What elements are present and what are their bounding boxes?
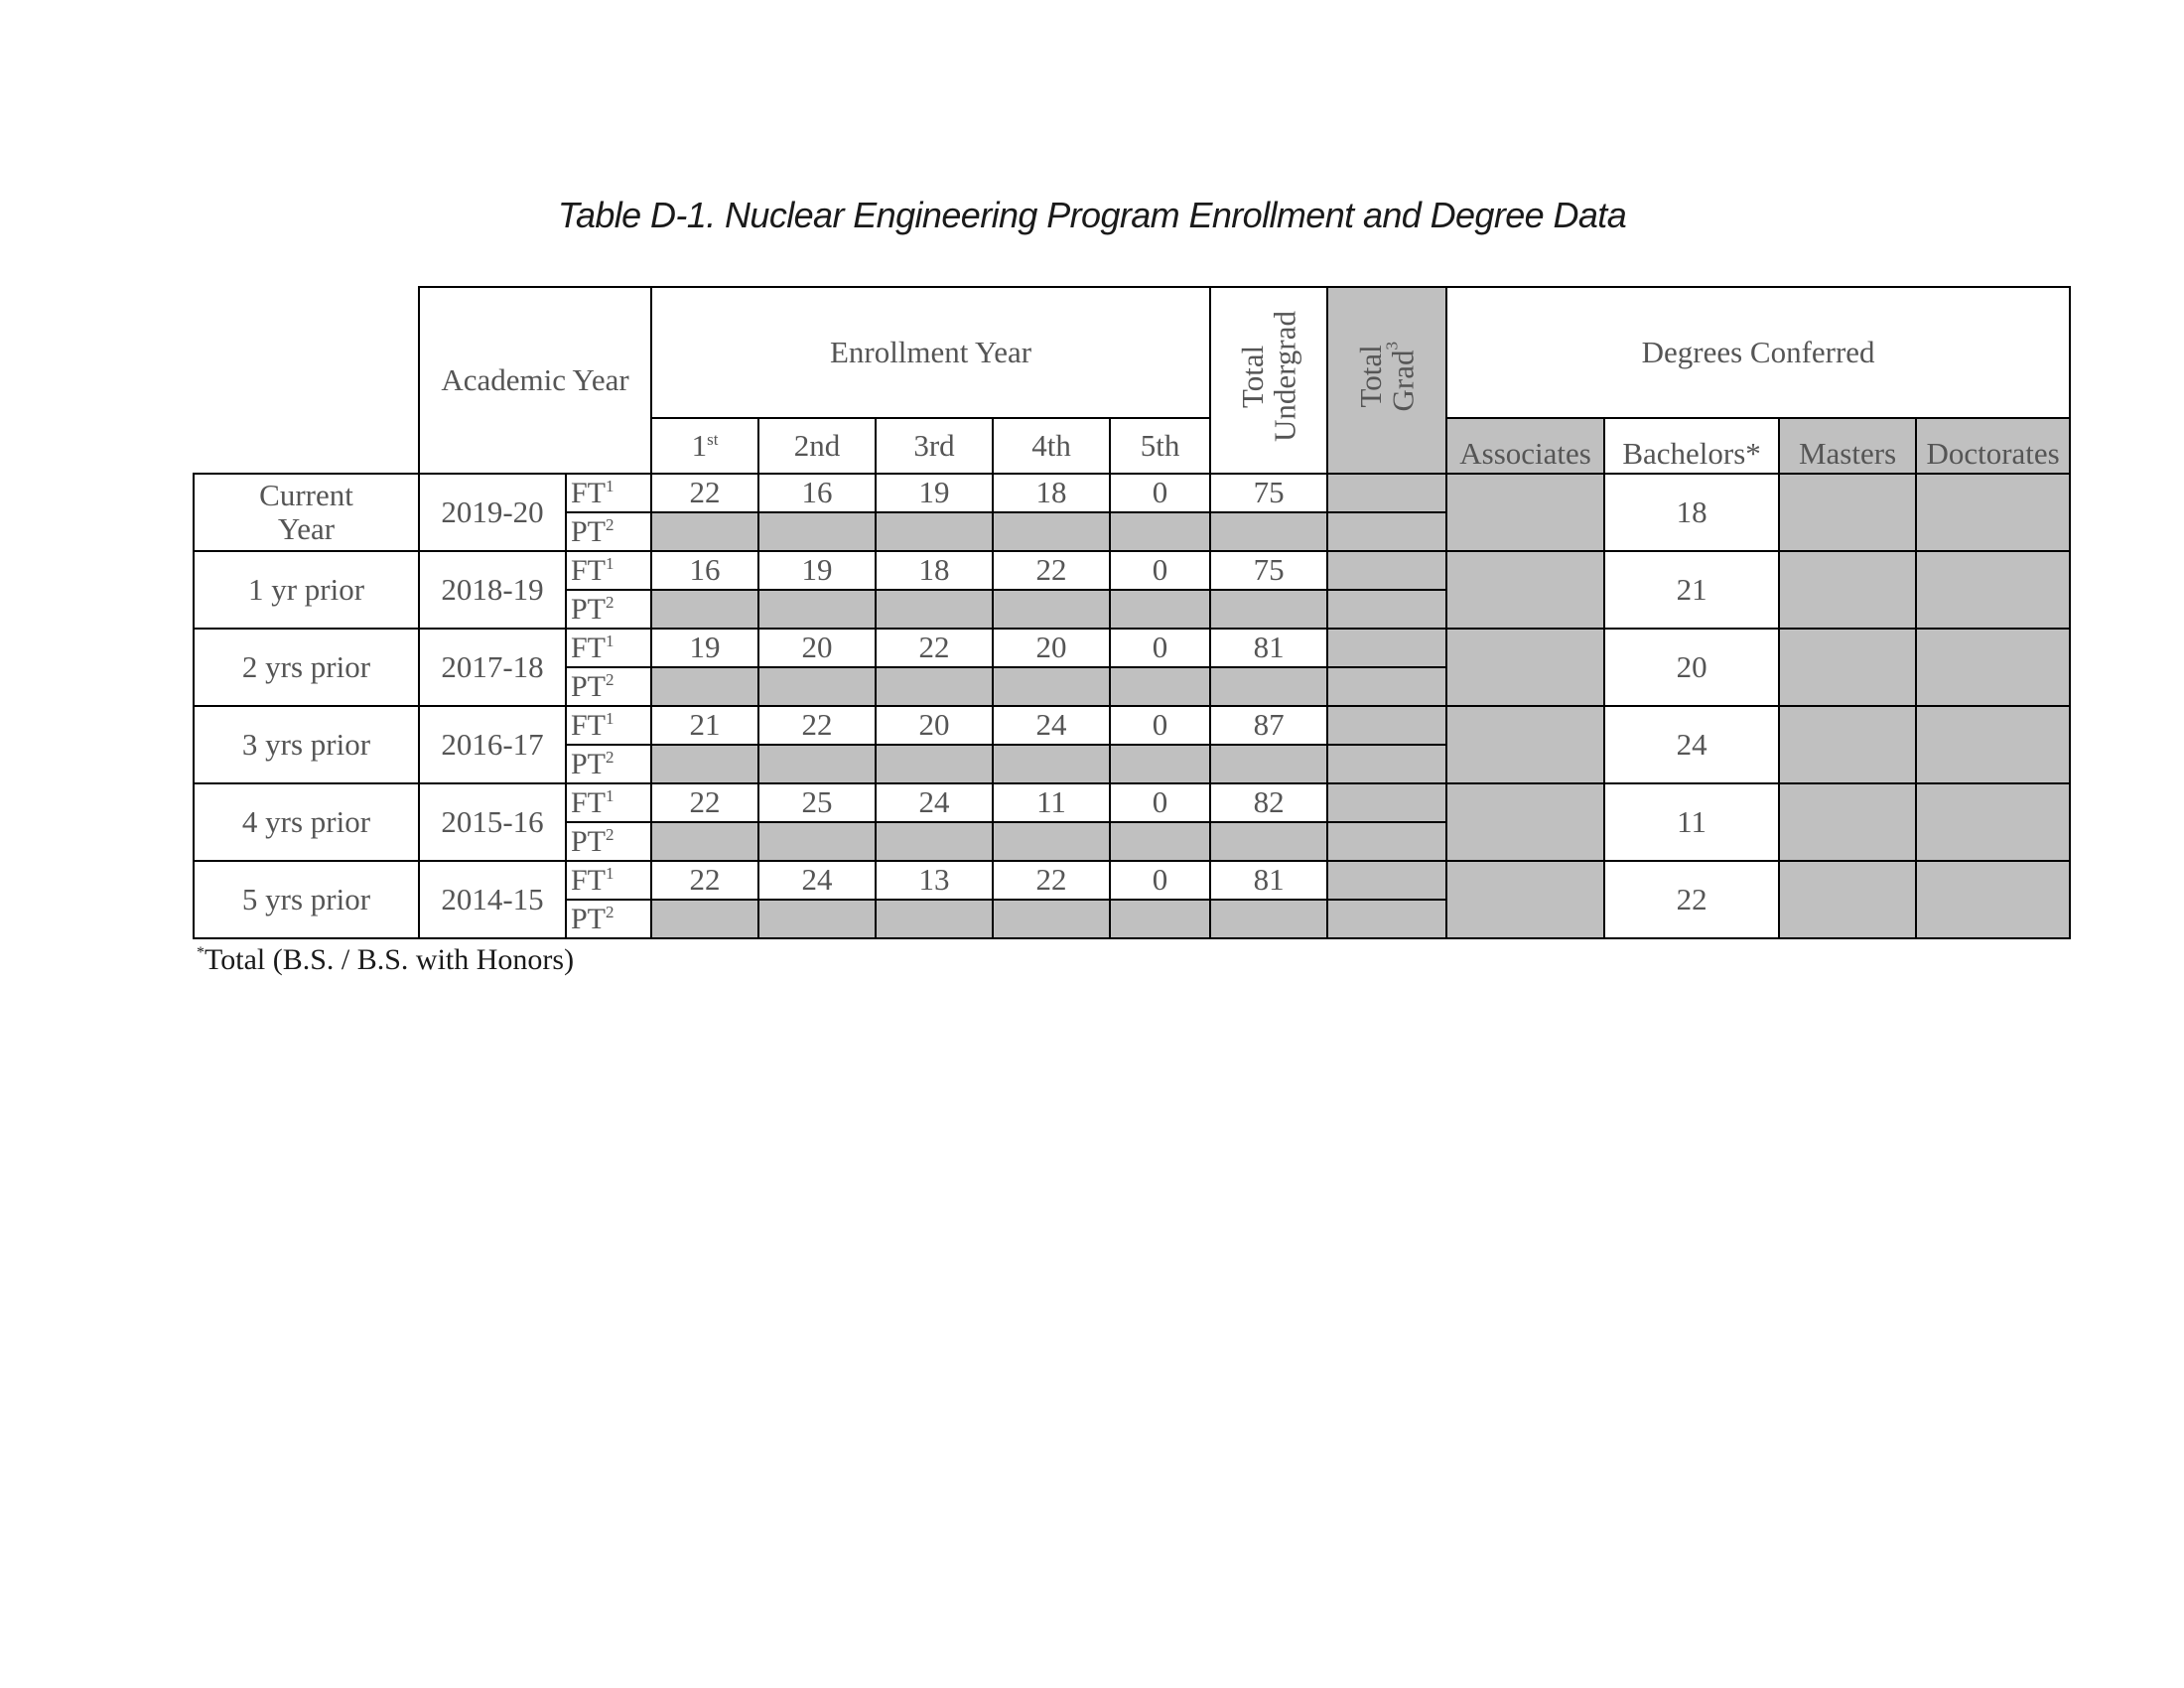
- doctorates-cell: [1916, 474, 2070, 551]
- pt-enrollment-cell: [1110, 590, 1210, 629]
- pt-label: $PT^2$: [566, 900, 651, 938]
- pt-enrollment-cell: [1110, 822, 1210, 861]
- degree-col-associates: Associates: [1446, 418, 1604, 474]
- degree-col-masters: Masters: [1779, 418, 1916, 474]
- pt-enrollment-cell: [651, 822, 758, 861]
- total-grad-cell: [1327, 783, 1446, 822]
- row-label: 4 yrs prior: [194, 783, 419, 861]
- row-label: Current Year: [194, 474, 419, 551]
- total-grad-header: [1327, 287, 1446, 474]
- associates-cell: [1446, 861, 1604, 938]
- total-undergrad-cell: 75: [1210, 551, 1327, 590]
- ft-enrollment-cell: 20: [993, 629, 1110, 667]
- ft-enrollment-cell: 22: [651, 474, 758, 512]
- associates-cell: [1446, 551, 1604, 629]
- total-undergrad-cell: 81: [1210, 861, 1327, 900]
- total-grad-line2: Grad: [1385, 350, 1421, 412]
- masters-cell: [1779, 474, 1916, 551]
- total-grad-cell: [1327, 551, 1446, 590]
- total-undergrad-cell: 81: [1210, 629, 1327, 667]
- ft-enrollment-cell: 22: [993, 551, 1110, 590]
- pt-label: $PT^2$: [566, 822, 651, 861]
- pt-total-grad-cell: [1327, 745, 1446, 783]
- ft-enrollment-cell: 11: [993, 783, 1110, 822]
- ft-enrollment-cell: 0: [1110, 551, 1210, 590]
- ft-enrollment-cell: 22: [651, 783, 758, 822]
- doctorates-cell: [1916, 706, 2070, 783]
- table-row-ft: [194, 474, 2070, 512]
- table-title: Table D-1. Nuclear Engineering Program Enrollment and Degree Data: [557, 195, 1627, 235]
- degrees-conferred-header: Degrees Conferred: [1446, 287, 2070, 418]
- total-grad-cell: [1327, 474, 1446, 512]
- pt-total-undergrad-cell: [1210, 667, 1327, 706]
- pt-enrollment-cell: [651, 745, 758, 783]
- masters-cell: [1779, 783, 1916, 861]
- academic-year-cell: 2014-15: [419, 861, 566, 938]
- total-undergrad-cell: 87: [1210, 706, 1327, 745]
- doctorates-cell: [1916, 861, 2070, 938]
- pt-enrollment-cell: [993, 745, 1110, 783]
- pt-enrollment-cell: [651, 900, 758, 938]
- academic-year-cell: 2015-16: [419, 783, 566, 861]
- total-undergrad-cell: 82: [1210, 783, 1327, 822]
- ft-label: $FT^1$: [566, 629, 651, 667]
- pt-total-undergrad-cell: [1210, 590, 1327, 629]
- pt-enrollment-cell: [758, 745, 876, 783]
- pt-total-grad-cell: [1327, 590, 1446, 629]
- pt-enrollment-cell: [876, 512, 993, 551]
- table-row-ft: [194, 783, 2070, 822]
- pt-label: $PT^2$: [566, 590, 651, 629]
- ft-enrollment-cell: 24: [758, 861, 876, 900]
- ft-label: $FT^1$: [566, 551, 651, 590]
- associates-cell: [1446, 783, 1604, 861]
- bachelors-cell: 11: [1604, 783, 1779, 861]
- total-grad-cell: [1327, 706, 1446, 745]
- footnote: [197, 943, 574, 977]
- ft-enrollment-cell: 22: [876, 629, 993, 667]
- ft-enrollment-cell: 25: [758, 783, 876, 822]
- pt-enrollment-cell: [876, 822, 993, 861]
- ft-enrollment-cell: 19: [651, 629, 758, 667]
- pt-total-undergrad-cell: [1210, 512, 1327, 551]
- ft-enrollment-cell: 19: [876, 474, 993, 512]
- pt-label: $PT^2$: [566, 512, 651, 551]
- pt-total-undergrad-cell: [1210, 745, 1327, 783]
- ft-enrollment-cell: 22: [993, 861, 1110, 900]
- ft-enrollment-cell: 24: [876, 783, 993, 822]
- pt-enrollment-cell: [993, 512, 1110, 551]
- ft-enrollment-cell: 20: [876, 706, 993, 745]
- ft-label: $FT^1$: [566, 706, 651, 745]
- enrollment-col-1st: 1st: [651, 418, 758, 474]
- table-row-ft: [194, 629, 2070, 667]
- total-undergrad-header: [1210, 287, 1327, 474]
- pt-enrollment-cell: [1110, 900, 1210, 938]
- enrollment-degree-table: [193, 286, 2071, 939]
- pt-enrollment-cell: [993, 667, 1110, 706]
- enrollment-col-5th: 5th: [1110, 418, 1210, 474]
- ft-enrollment-cell: 24: [993, 706, 1110, 745]
- enrollment-year-header: Enrollment Year: [651, 287, 1210, 418]
- row-label: 5 yrs prior: [194, 861, 419, 938]
- masters-cell: [1779, 861, 1916, 938]
- pt-total-grad-cell: [1327, 822, 1446, 861]
- row-label: 3 yrs prior: [194, 706, 419, 783]
- pt-enrollment-cell: [876, 900, 993, 938]
- empty-corner: [194, 287, 419, 474]
- pt-total-undergrad-cell: [1210, 822, 1327, 861]
- academic-year-header: Academic Year: [419, 287, 651, 474]
- ft-enrollment-cell: 20: [758, 629, 876, 667]
- bachelors-cell: 21: [1604, 551, 1779, 629]
- pt-total-grad-cell: [1327, 667, 1446, 706]
- associates-cell: [1446, 629, 1604, 706]
- pt-enrollment-cell: [876, 667, 993, 706]
- pt-total-grad-cell: [1327, 900, 1446, 938]
- ft-enrollment-cell: 18: [993, 474, 1110, 512]
- pt-total-grad-cell: [1327, 512, 1446, 551]
- pt-enrollment-cell: [758, 822, 876, 861]
- ft-enrollment-cell: 0: [1110, 474, 1210, 512]
- degree-col-bachelors: Bachelors*: [1604, 418, 1779, 474]
- associates-cell: [1446, 706, 1604, 783]
- footnote-text: Total (B.S. / B.S. with Honors): [205, 943, 575, 976]
- ft-enrollment-cell: 13: [876, 861, 993, 900]
- ft-enrollment-cell: 16: [758, 474, 876, 512]
- footnote-marker: *: [197, 944, 205, 961]
- ft-enrollment-cell: 21: [651, 706, 758, 745]
- table-row-ft: [194, 551, 2070, 590]
- academic-year-cell: 2018-19: [419, 551, 566, 629]
- ft-label: $FT^1$: [566, 474, 651, 512]
- ft-enrollment-cell: 19: [758, 551, 876, 590]
- ft-enrollment-cell: 0: [1110, 706, 1210, 745]
- pt-total-undergrad-cell: [1210, 900, 1327, 938]
- pt-enrollment-cell: [876, 745, 993, 783]
- academic-year-cell: 2017-18: [419, 629, 566, 706]
- ft-enrollment-cell: 22: [651, 861, 758, 900]
- total-grad-footnote-mark: 3: [1382, 342, 1402, 351]
- academic-year-cell: 2016-17: [419, 706, 566, 783]
- enrollment-col-2nd: 2nd: [758, 418, 876, 474]
- enrollment-col-3rd: 3rd: [876, 418, 993, 474]
- total-grad-line1: Total: [1352, 345, 1388, 409]
- pt-enrollment-cell: [651, 667, 758, 706]
- bachelors-cell: 22: [1604, 861, 1779, 938]
- pt-enrollment-cell: [993, 590, 1110, 629]
- pt-enrollment-cell: [758, 590, 876, 629]
- pt-enrollment-cell: [1110, 667, 1210, 706]
- ft-enrollment-cell: 0: [1110, 861, 1210, 900]
- pt-enrollment-cell: [758, 900, 876, 938]
- doctorates-cell: [1916, 551, 2070, 629]
- ft-label: $FT^1$: [566, 861, 651, 900]
- pt-enrollment-cell: [758, 667, 876, 706]
- pt-label: $PT^2$: [566, 667, 651, 706]
- table-row-ft: [194, 706, 2070, 745]
- academic-year-cell: 2019-20: [419, 474, 566, 551]
- doctorates-cell: [1916, 783, 2070, 861]
- pt-enrollment-cell: [993, 900, 1110, 938]
- total-grad-cell: [1327, 629, 1446, 667]
- doctorates-cell: [1916, 629, 2070, 706]
- ft-enrollment-cell: 16: [651, 551, 758, 590]
- pt-enrollment-cell: [1110, 745, 1210, 783]
- ft-enrollment-cell: 22: [758, 706, 876, 745]
- pt-enrollment-cell: [1110, 512, 1210, 551]
- total-undergrad-cell: 75: [1210, 474, 1327, 512]
- pt-enrollment-cell: [993, 822, 1110, 861]
- bachelors-cell: 20: [1604, 629, 1779, 706]
- masters-cell: [1779, 551, 1916, 629]
- pt-label: $PT^2$: [566, 745, 651, 783]
- pt-enrollment-cell: [651, 590, 758, 629]
- bachelors-cell: 24: [1604, 706, 1779, 783]
- row-label: 2 yrs prior: [194, 629, 419, 706]
- associates-cell: [1446, 474, 1604, 551]
- ft-label: $FT^1$: [566, 783, 651, 822]
- ft-enrollment-cell: 0: [1110, 783, 1210, 822]
- ft-enrollment-cell: 0: [1110, 629, 1210, 667]
- total-undergrad-line2: Undergrad: [1267, 311, 1302, 443]
- pt-enrollment-cell: [876, 590, 993, 629]
- degree-col-doctorates: Doctorates: [1916, 418, 2070, 474]
- pt-enrollment-cell: [651, 512, 758, 551]
- pt-enrollment-cell: [758, 512, 876, 551]
- table-row-ft: [194, 861, 2070, 900]
- masters-cell: [1779, 629, 1916, 706]
- masters-cell: [1779, 706, 1916, 783]
- ft-enrollment-cell: 18: [876, 551, 993, 590]
- bachelors-cell: 18: [1604, 474, 1779, 551]
- total-grad-cell: [1327, 861, 1446, 900]
- total-undergrad-line1: Total: [1234, 345, 1270, 409]
- row-label: 1 yr prior: [194, 551, 419, 629]
- enrollment-col-4th: 4th: [993, 418, 1110, 474]
